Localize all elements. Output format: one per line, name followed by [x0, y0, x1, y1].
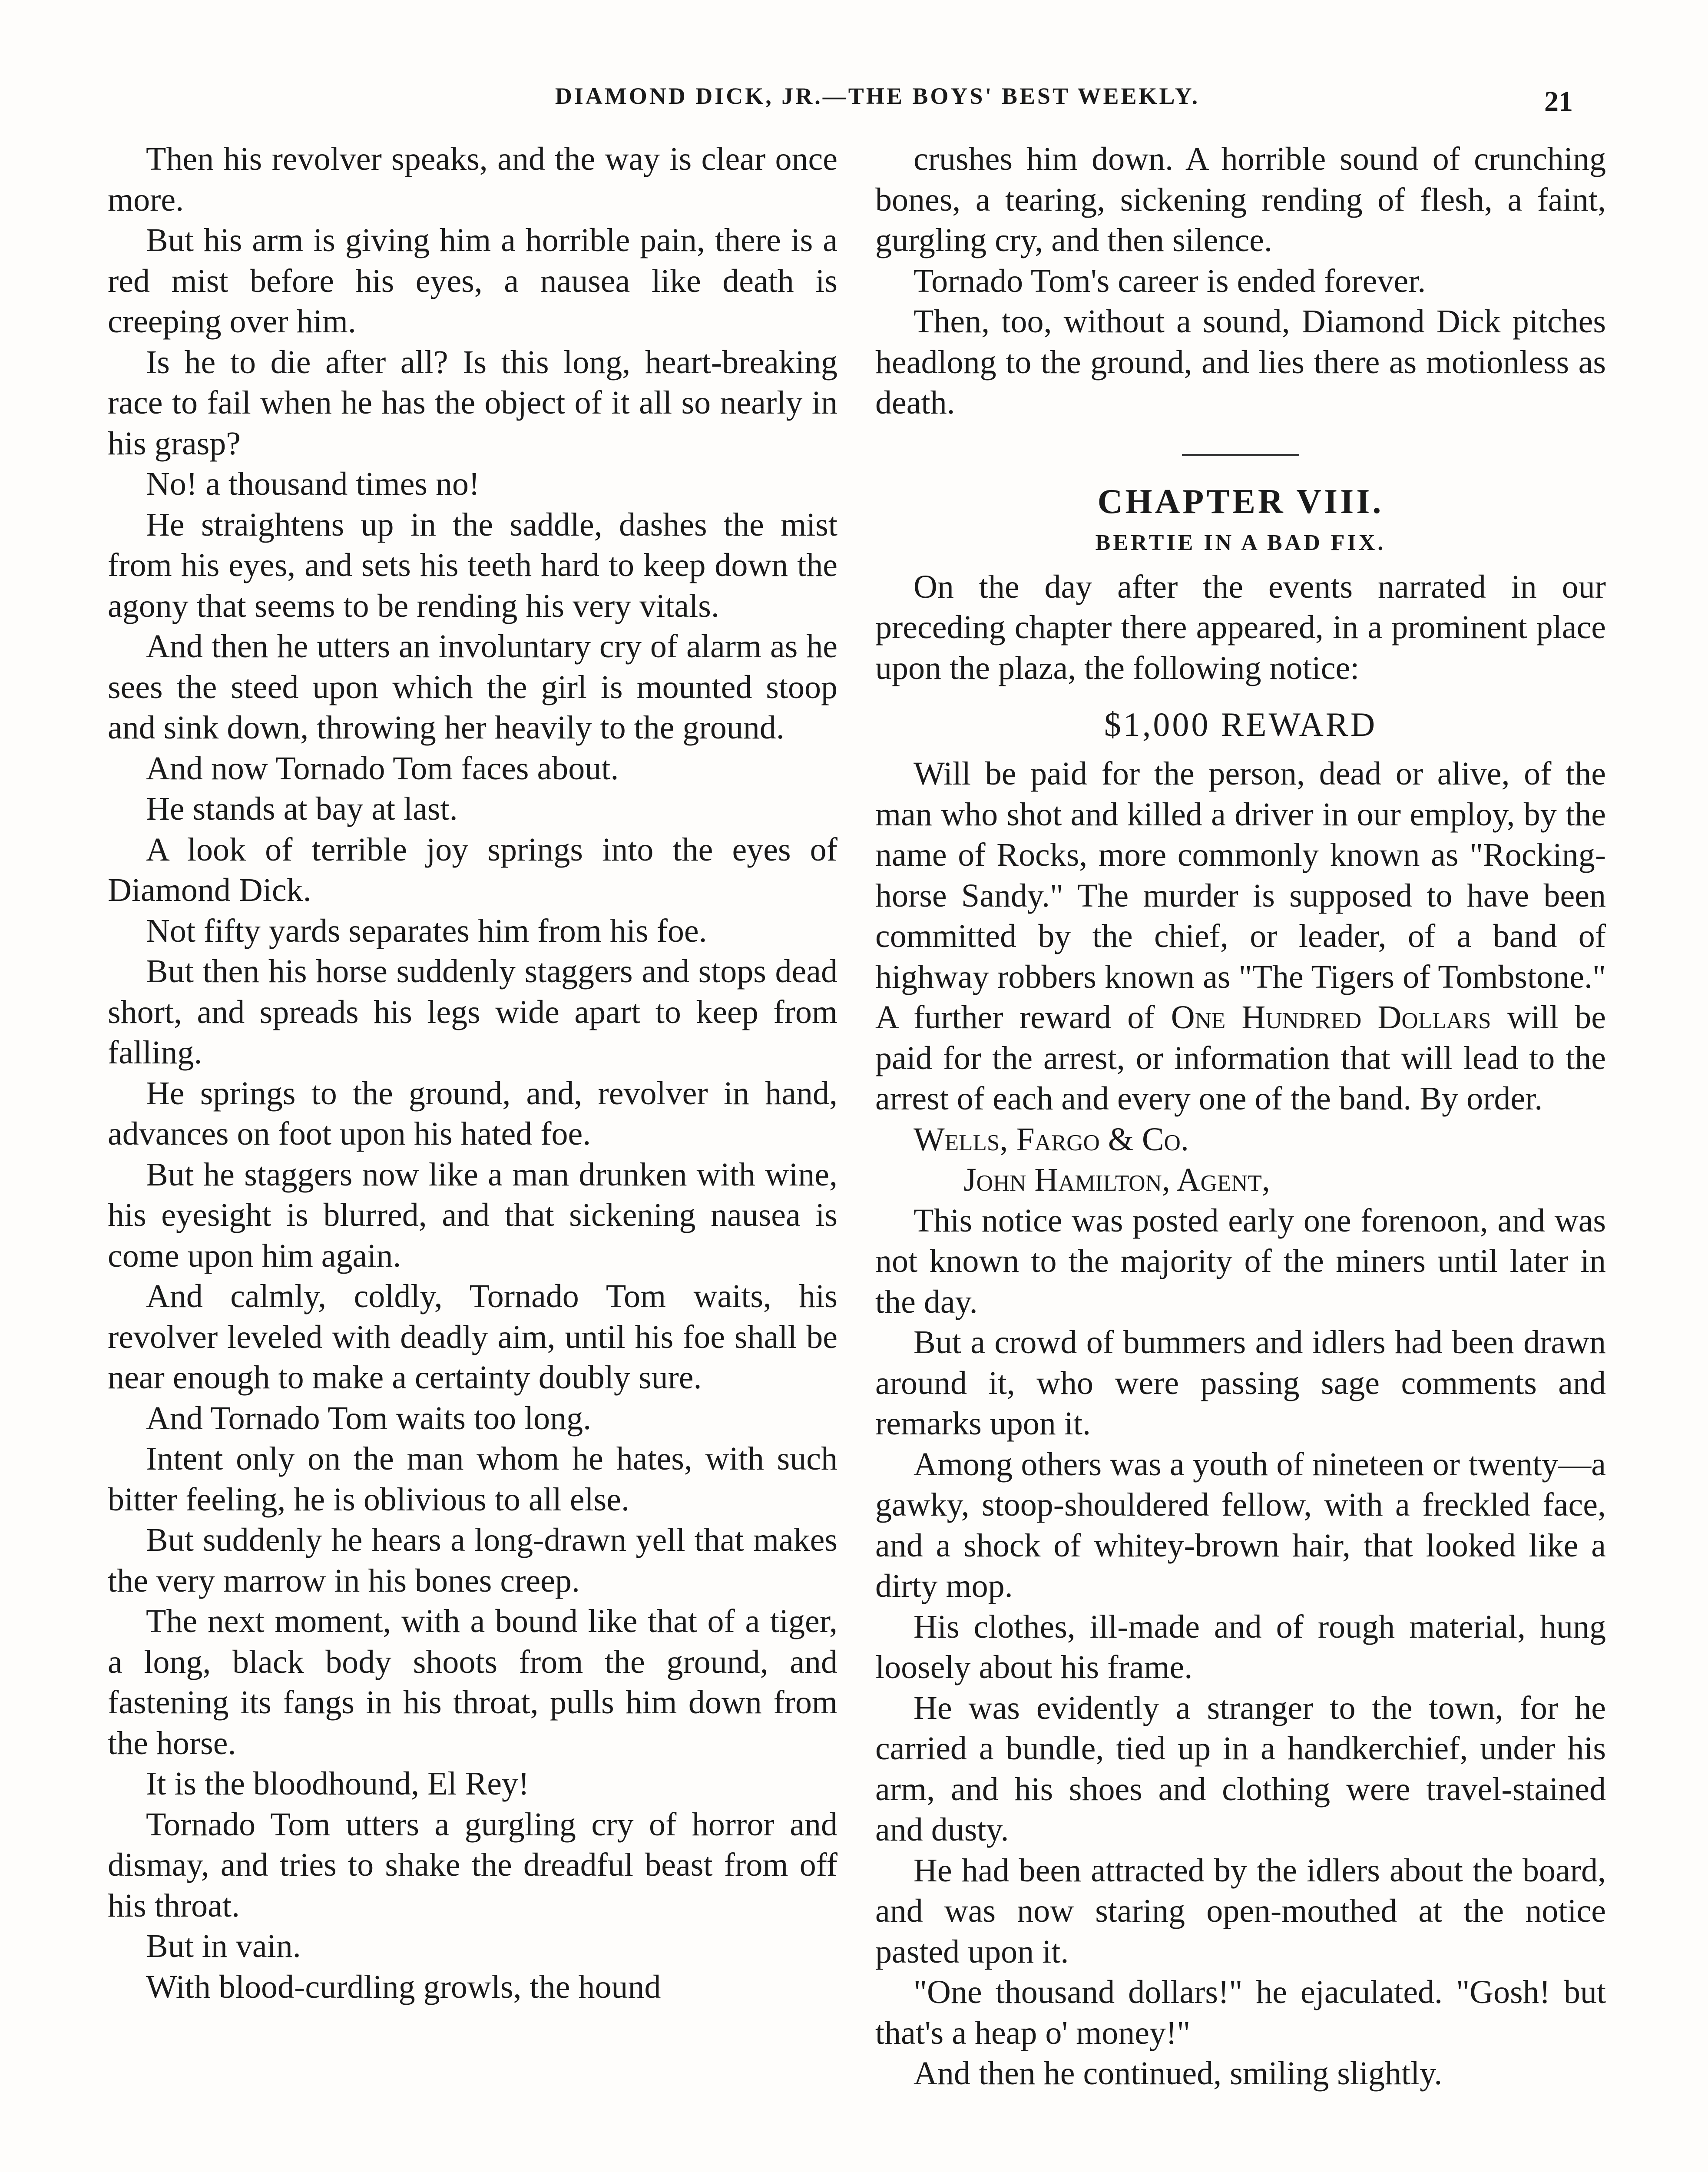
paragraph: But his arm is giving him a horrible pain, there is a red mist before his eyes, a nausea like death is creeping over him. — [108, 222, 837, 340]
chapter-title: CHAPTER VIII. — [1097, 482, 1384, 521]
paragraph: And calmly, coldly, Tornado Tom waits, his revolver leveled with deadly aim, until his foe shall be near enough to make a certainty doubly sure. — [108, 1278, 837, 1396]
notice-signature-company: Wells, Fargo & Co. — [914, 1121, 1189, 1158]
reward-notice-title: $1,000 REWARD — [1104, 705, 1377, 743]
paragraph: He stands at bay at last. — [146, 791, 458, 827]
notice-text: will be paid for the arrest, or information that will lead to the arrest of each and every one of the band. By order. — [875, 999, 1606, 1117]
paragraph: Intent only on the man whom he hates, with such bitter feeling, he is oblivious to all else. — [108, 1440, 837, 1518]
paragraph: Tornado Tom's career is ended forever. — [914, 262, 1426, 299]
paragraph: He had been attracted by the idlers about the board, and was now staring open-mouthed at the notice pasted upon it. — [875, 1852, 1606, 1970]
paragraph: But a crowd of bummers and idlers had been drawn around it, who were passing sage comments and remarks upon it. — [875, 1324, 1606, 1442]
reward-notice — [875, 701, 1606, 1201]
paragraph: Then, too, without a sound, Diamond Dick pitches headlong to the ground, and lies there as motionless as death. — [875, 303, 1606, 421]
paragraph: He straightens up in the saddle, dashes the mist from his eyes, and sets his teeth hard to keep down the agony that seems to be rending his very vitals. — [108, 506, 837, 624]
chapter-subtitle: BERTIE IN A BAD FIX. — [1095, 530, 1386, 555]
paragraph: But he staggers now like a man drunken with wine, his eyesight is blurred, and that sickening nausea is come upon him again. — [108, 1156, 837, 1274]
paragraph: But suddenly he hears a long-drawn yell that makes the very marrow in his bones creep. — [108, 1522, 837, 1599]
running-header: DIAMOND DICK, JR.—THE BOYS' BEST WEEKLY. — [555, 83, 1200, 109]
notice-signature-agent: John Hamilton, Agent, — [963, 1162, 1270, 1198]
paragraph: And now Tornado Tom faces about. — [146, 750, 619, 787]
paragraph: This notice was posted early one forenoon, and was not known to the majority of the miners until later in the day. — [875, 1202, 1606, 1320]
paragraph: The next moment, with a bound like that of a tiger, a long, black body shoots from the ground, and fastening its fangs in his throat, pulls him down from the horse. — [108, 1603, 837, 1761]
paragraph: Tornado Tom utters a gurgling cry of horror and dismay, and tries to shake the dreadful beast from off his throat. — [108, 1806, 837, 1924]
paragraph: He was evidently a stranger to the town, for he carried a bundle, tied up in a handkerchief, under his arm, and his shoes and clothing were travel-stained and dusty. — [875, 1689, 1606, 1848]
paragraph: "One thousand dollars!" he ejaculated. "Gosh! but that's a heap o' money!" — [875, 1974, 1606, 2051]
paragraph: Among others was a youth of nineteen or twenty—a gawky, stoop-shouldered fellow, with a freckled face, and a shock of whitey-brown hair, that looked like a dirty mop. — [875, 1446, 1606, 1604]
paragraph: And then he continued, smiling slightly. — [914, 2055, 1443, 2092]
page-number: 21 — [1544, 86, 1573, 117]
paragraph: It is the bloodhound, El Rey! — [146, 1765, 530, 1802]
paragraph: But in vain. — [146, 1928, 301, 1964]
paragraph: And Tornado Tom waits too long. — [146, 1400, 592, 1437]
paragraph: Is he to die after all? Is this long, heart-breaking race to fail when he has the object of it all so nearly in his grasp? — [108, 344, 837, 462]
paragraph: He springs to the ground, and, revolver in hand, advances on foot upon his hated foe. — [108, 1075, 837, 1152]
paragraph: With blood-curdling growls, the hound — [146, 1968, 661, 2005]
paragraph: A look of terrible joy springs into the eyes of Diamond Dick. — [108, 831, 837, 908]
paragraph: On the day after the events narrated in our preceding chapter there appeared, in a prominent place upon the plaza, the following notice: — [875, 568, 1606, 686]
left-column — [108, 139, 837, 2007]
notice-text: Will be paid for the person, dead or alive, of the man who shot and killed a driver in our employ, by the name of Rocks, more commonly known as "Rocking-horse Sandy." The murder is supposed to have been committed by the chief, or leader, of a band of highway robbers known as "The Tigers of Tombstone." A further reward of — [875, 755, 1606, 1036]
notice-emphasis: One Hundred Dollars — [1171, 999, 1491, 1036]
paragraph: His clothes, ill-made and of rough material, hung loosely about his frame. — [875, 1608, 1606, 1685]
section-divider — [1182, 454, 1299, 456]
paragraph: Not fifty yards separates him from his foe. — [146, 912, 707, 949]
paragraph: No! a thousand times no! — [146, 466, 480, 502]
paragraph: And then he utters an involuntary cry of alarm as he sees the steed upon which the girl is mounted stoop and sink down, throwing her heavily to the ground. — [108, 628, 837, 746]
reward-notice-body — [875, 754, 1606, 1119]
paragraph: crushes him down. A horrible sound of crunching bones, a tearing, sickening rending of flesh, a faint, gurgling cry, and then silence. — [875, 141, 1606, 258]
paragraph: But then his horse suddenly staggers and stops dead short, and spreads his legs wide apart to keep from falling. — [108, 953, 837, 1071]
paragraph: Then his revolver speaks, and the way is clear once more. — [108, 141, 837, 218]
right-column — [875, 139, 1606, 2094]
